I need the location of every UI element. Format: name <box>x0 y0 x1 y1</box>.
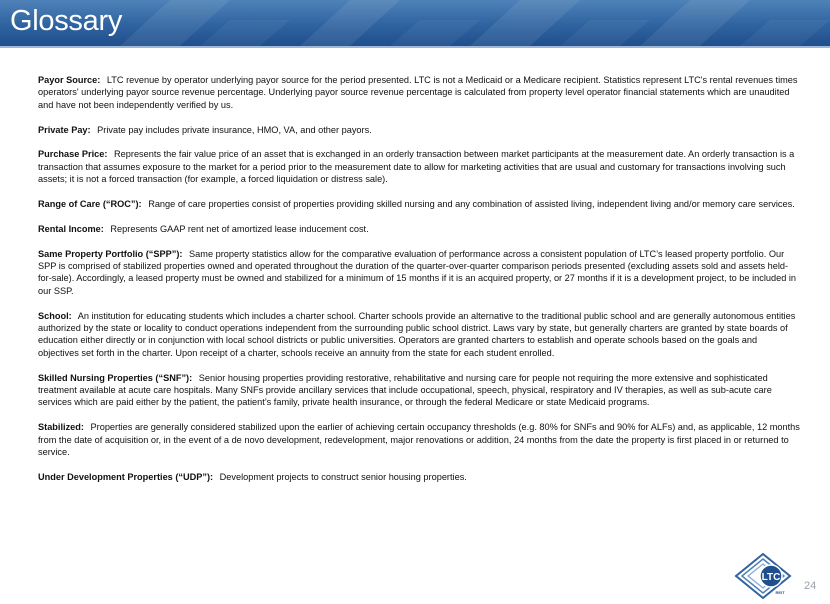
glossary-term: School: <box>38 310 72 321</box>
glossary-definition: LTC revenue by operator underlying payor source for the period presented. LTC is not a Medicaid or a Medicare recipient. Statistics represent LTC's rental revenues times operators' underlying payor source revenue percentage. Underlying payor source revenue percentage is calculated from property level operator financial statements which are unaudited and have not been independently verified by us. <box>38 75 798 110</box>
glossary-entry <box>38 124 800 136</box>
glossary-list <box>38 74 800 496</box>
logo-subtext: REIT <box>775 590 785 595</box>
page-number: 24 <box>804 580 817 592</box>
glossary-entry <box>38 248 800 298</box>
header-pattern <box>0 0 830 46</box>
logo-text: LTC <box>761 572 781 583</box>
glossary-definition: Same property statistics allow for the comparative evaluation of performance across a consistent population of LTC’s leased property portfolio. Our SPP is comprised of stabilized properties owned and operated throughout the duration of the quarter-over-quarter comparison periods presented (excluding assets sold and assets held-for-sale). Accordingly, a leased property must be owned and stabilized for a minimum of 15 months if it is an acquired property, or 27 months if it is a development project, to be included in our SSP. <box>38 248 797 296</box>
glossary-entry <box>38 223 800 235</box>
glossary-entry <box>38 310 800 360</box>
glossary-term: Purchase Price: <box>38 149 108 160</box>
glossary-term: Private Pay: <box>38 124 91 135</box>
glossary-term: Payor Source: <box>38 75 101 85</box>
glossary-term: Skilled Nursing Properties (“SNF”): <box>38 372 193 383</box>
glossary-term: Under Development Properties (“UDP”): <box>38 471 214 482</box>
header-divider <box>0 46 830 48</box>
glossary-term: Range of Care (“ROC”): <box>38 199 142 210</box>
glossary-term: Same Property Portfolio (“SPP”): <box>38 248 183 259</box>
ltc-logo <box>732 552 794 600</box>
glossary-definition: Represents the fair value price of an asset that is exchanged in an orderly transaction between market participants at the measurement date. An orderly transaction is a transaction that assumes exposure to the market for a period prior to the measurement date to allow for marketing activities that are usual and customary for transactions involving such assets; it is not a forced transaction (for example, a forced liquidation or distress sale). <box>38 149 795 185</box>
glossary-entry <box>38 148 800 185</box>
glossary-definition: Properties are generally considered stabilized upon the earlier of achieving certain occupancy thresholds (e.g. 80% for SNFs and 90% for ALFs) and, as applicable, 12 months from the date of acquisition or, in the event of a de novo development, redevelopment, major renovations or addition, 24 months from the date the property is first placed in or returned to service. <box>38 422 800 458</box>
glossary-definition: Represents GAAP rent net of amortized lease inducement cost. <box>110 223 369 234</box>
glossary-entry <box>38 471 800 483</box>
glossary-definition: Senior housing properties providing restorative, rehabilitative and nursing care for people not requiring the more extensive and sophisticated treatment available at acute care hospitals. Many SNFs provide ancillary services that include occupational, speech, physical, respiratory and IV therapies, as well as sub-acute care services which are paid either by the patient, the patient’s family, private health insurance, or through the federal Medicare or state Medicaid programs. <box>38 372 772 408</box>
page-title: Glossary <box>10 5 123 37</box>
glossary-definition: An institution for educating students which includes a charter school. Charter schools provide an alternative to the traditional public school and are generally autonomous entities authorized by the state or locality to conduct operations independent from the surrounding public school district. Laws vary by state, but generally charters are granted by state boards of education either directly or in conjunction with local school districts or public universities. Operators are granted charters to establish and operate schools based on the goals and objectives set forth in the charter. Upon receipt of a charter, schools receive an annuity from the state for each student enrolled. <box>38 310 796 358</box>
glossary-definition: Private pay includes private insurance, HMO, VA, and other payors. <box>97 124 372 135</box>
header-banner <box>0 0 830 46</box>
glossary-term: Stabilized: <box>38 422 84 433</box>
glossary-definition: Development projects to construct senior housing properties. <box>219 471 467 482</box>
glossary-entry <box>38 74 800 111</box>
glossary-definition: Range of care properties consist of properties providing skilled nursing and any combination of assisted living, independent living and/or memory care services. <box>148 199 795 210</box>
glossary-entry <box>38 372 800 409</box>
glossary-entry <box>38 421 800 458</box>
glossary-entry <box>38 198 800 210</box>
glossary-term: Rental Income: <box>38 223 104 234</box>
